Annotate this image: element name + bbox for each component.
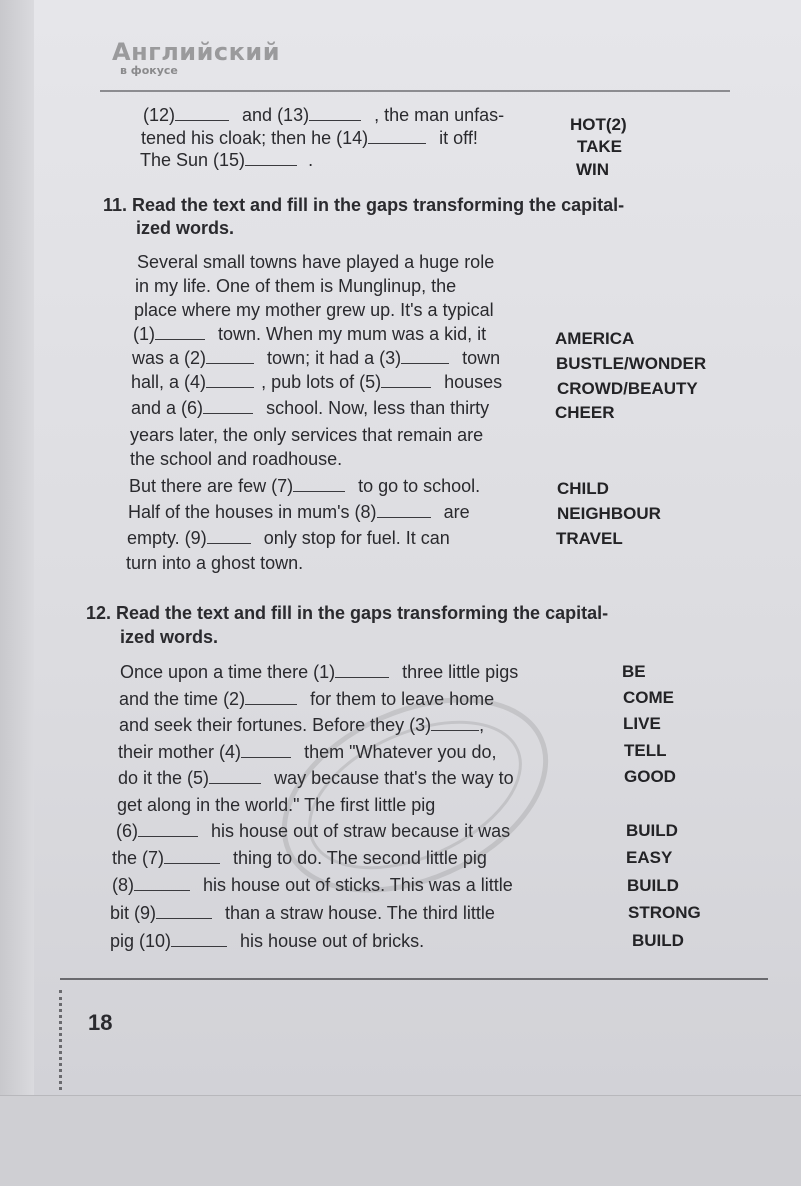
transform-word: HOT(2)	[570, 115, 627, 134]
logo-title: Английский	[112, 38, 281, 66]
transform-word: TELL	[624, 741, 667, 760]
transform-word: CHILD	[557, 479, 609, 498]
transform-word: CHEER	[555, 403, 615, 422]
page-binding-edge	[0, 0, 34, 1186]
transform-word: COME	[623, 688, 674, 707]
answer-gap	[203, 399, 253, 414]
text-line: years later, the only services that remain are	[130, 425, 484, 445]
text-line: and the time (2) for them to leave home	[119, 689, 495, 709]
answer-gap	[138, 822, 198, 837]
transform-word: BUSTLE/WONDER	[556, 354, 707, 373]
answer-gap	[245, 151, 297, 166]
publisher-logo	[112, 38, 280, 77]
task-12-title: 12. Read the text and fill in the gaps transforming the capital-	[86, 603, 609, 623]
transform-word: WIN	[576, 160, 610, 179]
transform-word: EASY	[626, 848, 673, 867]
transform-word: BUILD	[626, 821, 678, 840]
answer-gap	[309, 106, 361, 121]
text-line: and a (6) school. Now, less than thirty	[131, 398, 490, 418]
text-line: the school and roadhouse.	[130, 449, 343, 469]
text-line: their mother (4) them "Whatever you do,	[118, 742, 497, 762]
answer-gap	[207, 529, 251, 544]
transform-word: GOOD	[624, 767, 676, 786]
text-line: tened his cloak; then he (14) it off!	[141, 128, 478, 148]
text-line: The Sun (15) .	[140, 150, 314, 170]
answer-gap	[156, 904, 212, 919]
transform-word: TRAVEL	[556, 529, 623, 548]
text-line: hall, a (4) , pub lots of (5) houses	[131, 372, 503, 392]
text-line: in my life. One of them is Munglinup, the	[135, 276, 457, 296]
text-line: (6) his house out of straw because it was	[116, 821, 511, 841]
header-divider	[100, 90, 730, 92]
text-line: get along in the world." The first little pig	[117, 795, 436, 815]
text-line: empty. (9) only stop for fuel. It can	[127, 528, 450, 548]
transform-word: AMERICA	[555, 329, 635, 348]
footer-dotted-border	[59, 990, 62, 1090]
text-line: Half of the houses in mum's (8) are	[128, 502, 470, 522]
footer-divider	[60, 978, 768, 980]
answer-gap	[134, 876, 190, 891]
table-surface	[0, 1095, 801, 1186]
text-line: and seek their fortunes. Before they (3) ,	[119, 715, 485, 735]
transform-word: CROWD/BEAUTY	[557, 379, 698, 398]
task-11-title-cont: ized words.	[136, 218, 235, 238]
transform-word: BE	[622, 662, 646, 681]
text-line: (8) his house out of sticks. This was a little	[112, 875, 513, 895]
text-line: the (7) thing to do. The second little pig	[112, 848, 487, 868]
transform-word: BUILD	[627, 876, 679, 895]
text-line: But there are few (7) to go to school.	[129, 476, 481, 496]
answer-gap	[175, 106, 229, 121]
text-line: bit (9) than a straw house. The third little	[110, 903, 495, 923]
transform-word: BUILD	[632, 931, 684, 950]
answer-gap	[401, 349, 449, 364]
transform-word: LIVE	[623, 714, 661, 733]
answer-gap	[335, 663, 389, 678]
transform-word: NEIGHBOUR	[557, 504, 661, 523]
text-line: place where my mother grew up. It's a typical	[134, 300, 494, 320]
text-line: (12) and (13) , the man unfas-	[143, 105, 505, 125]
text-line: (1) town. When my mum was a kid, it	[133, 324, 487, 344]
text-line: Several small towns have played a huge role	[137, 252, 495, 272]
answer-gap	[293, 477, 345, 492]
text-line: do it the (5) way because that's the way to	[118, 768, 514, 788]
answer-gap	[206, 373, 254, 388]
answer-gap	[164, 849, 220, 864]
answer-gap	[155, 325, 205, 340]
text-line: was a (2) town; it had a (3) town	[132, 348, 501, 368]
transform-word: TAKE	[577, 137, 623, 156]
answer-gap	[206, 349, 254, 364]
logo-subtitle: в фокусе	[120, 64, 178, 77]
text-line: pig (10) his house out of bricks.	[110, 931, 425, 951]
answer-gap	[368, 129, 426, 144]
answer-gap	[381, 373, 431, 388]
text-line: turn into a ghost town.	[126, 553, 304, 573]
task-11-title: 11. Read the text and fill in the gaps transforming the capital-	[103, 195, 625, 215]
page-number: 18	[88, 1010, 113, 1035]
answer-gap	[245, 690, 297, 705]
task-12-title-cont: ized words.	[120, 627, 219, 647]
text-line: Once upon a time there (1) three little pigs	[120, 662, 519, 682]
answer-gap	[171, 932, 227, 947]
answer-gap	[377, 503, 431, 518]
transform-word: STRONG	[628, 903, 701, 922]
